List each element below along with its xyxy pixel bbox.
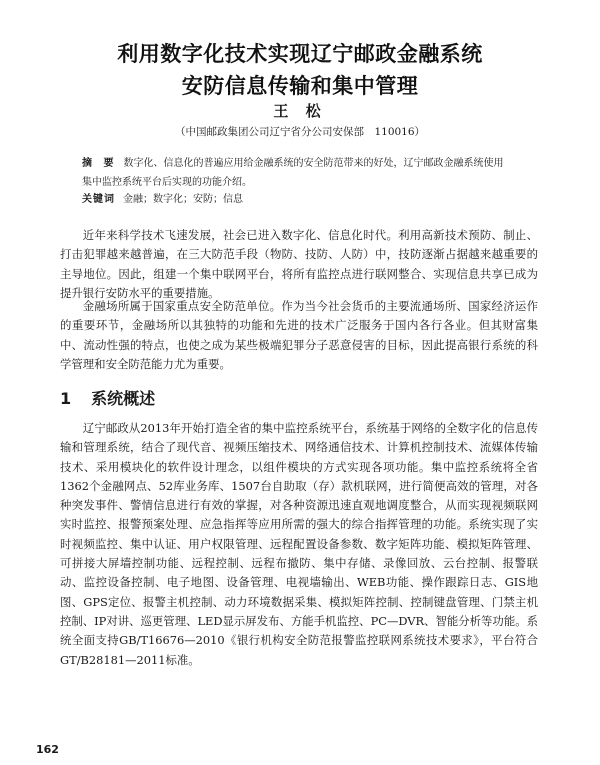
page-number: 162	[36, 743, 59, 756]
abstract-label: 摘 要	[82, 158, 118, 169]
section-title: 系统概述	[91, 389, 156, 408]
abstract	[82, 154, 512, 192]
affiliation: （中国邮政集团公司辽宁省分公司安保部 110016）	[174, 126, 426, 138]
keywords-text: 金融；数字化；安防；信息	[123, 194, 243, 205]
title-line-2: 安防信息传输和集中管理	[181, 74, 419, 98]
section-number: 1	[60, 389, 72, 408]
title-line-1: 利用数字化技术实现辽宁邮政金融系统	[117, 42, 483, 66]
body-paragraph-2: 金融场所属于国家重点安全防范单位。作为当今社会货币的主要流通场所、国家经济运作的重要环节，金融场所以其独特的功能和先进的技术广泛服务于国内各行各业。但其财富集中、流动性强的特点，也使之成为某些极端犯罪分子恶意侵害的目标，因此提高银行系统的科学管理和安全防范能力尤为重要。	[60, 299, 538, 371]
keywords	[82, 190, 512, 205]
body-paragraph-1: 近年来科学技术飞速发展，社会已进入数字化、信息化时代。利用高新技术预防、制止、打击犯罪越来越普遍，在三大防范手段（物防、技防、人防）中，技防逐渐占据越来越重要的主导地位。因此，组建一个集中联网平台，将所有监控点进行联网整合、实现信息共享已成为提升银行安防水平的重要措施。	[60, 228, 538, 300]
body-paragraph-3: 辽宁邮政从2013年开始打造全省的集中监控系统平台，系统基于网络的全数字化的信息传输和管理系统，结合了现代音、视频压缩技术、网络通信技术、计算机控制技术、流媒体传输技术、采用模块化的软件设计理念，以组件模块的方式实现各项功能。集中监控系统将全省1362个金融网点、52库业务库、1507台自助取（存）款机联网，进行简便高效的管理，对各种突发事件、警情信息进行有效的掌握，对各种资源迅速直观地调度整合，从而实现视频联网实时监控、报警预案处理、应急指挥等应用所需的强大的综合指挥管理的功能。系统实现了实时视频监控、集中认证、用户权限管理、远程配置设备参数、数字矩阵功能、模拟矩阵管理、可拼接大屏墙控制功能、远程控制、远程布撤防、集中存储、录像回放、云台控制、报警联动、监控设备控制、电子地图、设备管理、电视墙输出、WEB功能、操作跟踪日志、GIS地图、GPS定位、报警主机控制、动力环境数据采集、模拟矩阵控制、控制键盘管理、门禁主机控制、IP对讲、巡更管理、LED显示屏发布、方能手机监控、PC—DVR、智能分析等功能。系统全面支持GB/T16676—2010《银行机构安全防范报警监控联网系统技术要求》，平台符合GT/B28181—2011标准。	[60, 421, 538, 667]
author: 王 松	[273, 102, 327, 120]
section-heading	[60, 386, 155, 409]
keywords-label: 关键词	[82, 194, 115, 205]
abstract-text: 数字化、信息化的普遍应用给金融系统的安全防范带来的好处，辽宁邮政金融系统使用集中监控系统平台后实现的功能介绍。	[82, 158, 504, 188]
